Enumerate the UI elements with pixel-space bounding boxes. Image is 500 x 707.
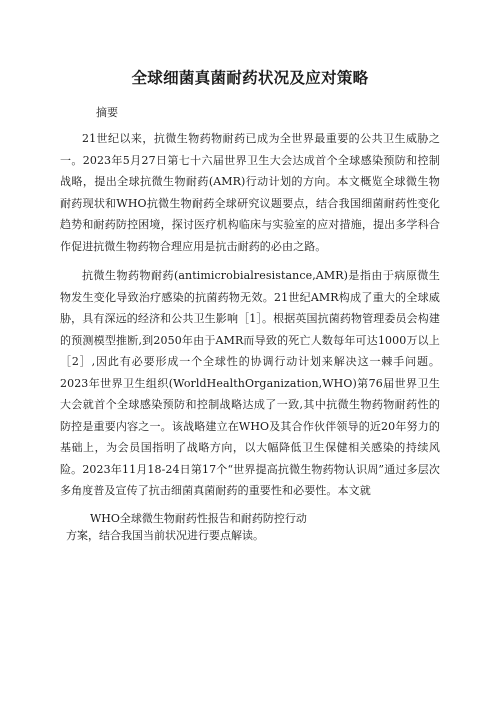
abstract-label: 摘要 [96,106,118,119]
body-tail-line-2: 方案，结合我国当前状况进行要点解读。 [66,528,264,542]
abstract-paragraph: 21世纪以来，抗微生物药物耐药已成为全世界最重要的公共卫生威胁之一。2023年5月27日第七十六届世界卫生大会达成首个全球感染预防和控制战略，提出全球抗微生物耐药(AMR)行动计划的方向。本文概览全球微生物耐药现状和WHO抗微生物耐药全球研究议题要点，结合我国细菌耐药性变化趋势和耐药防控困境，探讨医疗机构临床与实验室的应对措施，提出多学科合作促进抗微生物药物合理应用是抗击耐药的必由之路。 [60,132,440,253]
body-paragraph: 抗微生物药物耐药(antimicrobialresistance,AMR)是指由于病原微生物发生变化导致治疗感染的抗菌药物无效。21世纪AMR构成了重大的全球威胁，具有深远的经济和公共卫生影响［1］。根据英国抗菌药物管理委员会构建的预测模型推断,到2050年由于AMR而导致的死亡人数每年可达1000万以上［2］,因此有必要形成一个全球性的协调行动计划来解决这一棘手问题。2023年世界卫生组织(WorldHealthOrganization,WHO)第76届世界卫生大会就首个全球感染预防和控制战略达成了一致,其中抗微生物药物耐药性的防控是重要内容之一。该战略建立在WHO及其合作伙伴领导的近20年努力的基础上，为会员国指明了战略方向，以大幅降低卫生保健相关感染的持续风险。2023年11月18-24日第17个“世界提高抗微生物药物认识周”通过多层次多角度普及宣传了抗击细菌真菌耐药的重要性和必要性。本文就 [60,269,440,497]
body-tail-line-1: WHO全球微生物耐药性报告和耐药防控行动 [90,511,307,525]
document-title: 全球细菌真菌耐药状况及应对策略 [131,68,369,87]
